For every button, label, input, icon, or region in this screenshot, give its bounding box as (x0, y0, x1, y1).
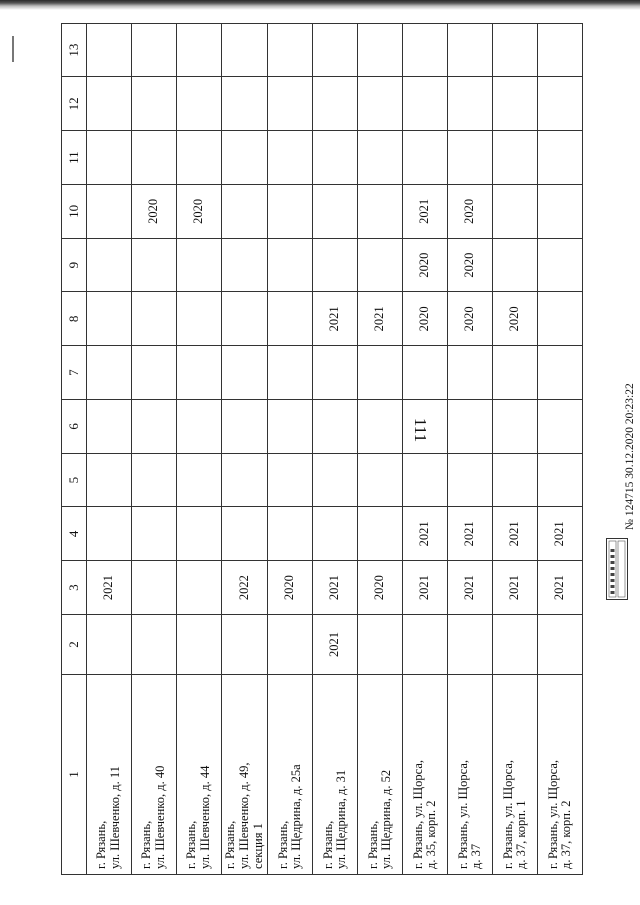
year-cell (268, 346, 313, 400)
address-line: ул. Шевченко, д. 49, (236, 762, 251, 869)
year-cell (268, 400, 313, 454)
year-cell (448, 453, 493, 507)
registration-line: № 124715 30.12.2020 20:23:22 (624, 383, 636, 530)
year-cell (177, 131, 222, 185)
column-header: 11 (62, 131, 87, 185)
address-line: д. 37 (469, 843, 484, 869)
year-cell (222, 400, 268, 454)
year-cell (493, 185, 538, 239)
year-cell (268, 23, 313, 77)
year-cell (132, 292, 177, 346)
table-row (448, 23, 493, 874)
year-cell: 2021 (538, 561, 583, 615)
year-cell (493, 131, 538, 185)
year-cell: 2021 (313, 561, 358, 615)
year-cell (358, 23, 403, 77)
year-cell (132, 77, 177, 131)
address-line: г. Рязань, ул. Щорса, (545, 760, 560, 869)
year-cell (358, 238, 403, 292)
year-cell (177, 615, 222, 675)
year-cell (87, 23, 132, 77)
year-cell (358, 77, 403, 131)
column-header: 12 (62, 77, 87, 131)
year-cell (268, 453, 313, 507)
year-cell (448, 400, 493, 454)
year-cell (538, 615, 583, 675)
rotated-table-container (61, 30, 574, 875)
year-cell (448, 615, 493, 675)
column-header: 2 (62, 615, 87, 675)
year-cell (268, 77, 313, 131)
column-header: 9 (62, 238, 87, 292)
address-line: ул. Шевченко, д. 40 (153, 765, 167, 869)
year-cell: 2021 (448, 507, 493, 561)
year-cell (177, 23, 222, 77)
year-cell: 2020 (403, 292, 448, 346)
year-cell (313, 131, 358, 185)
address-line: ул. Щедрина, д. 25а (289, 764, 304, 869)
year-cell (177, 400, 222, 454)
year-cell (403, 400, 448, 454)
year-cell (358, 453, 403, 507)
table-row (403, 23, 448, 874)
column-header: 10 (62, 185, 87, 239)
year-cell (493, 453, 538, 507)
year-cell: 2020 (493, 292, 538, 346)
year-cell (403, 131, 448, 185)
year-cell (222, 131, 268, 185)
data-table (61, 23, 583, 875)
year-cell (87, 292, 132, 346)
year-cell (268, 131, 313, 185)
column-header: 13 (62, 23, 87, 77)
address-line: д. 37, корп. 1 (514, 800, 529, 869)
table-row (313, 23, 358, 874)
year-cell (222, 185, 268, 239)
year-cell (313, 185, 358, 239)
table-row (222, 23, 268, 874)
year-cell: 2020 (132, 185, 177, 239)
year-cell (177, 346, 222, 400)
address-cell (538, 675, 583, 875)
year-cell (177, 77, 222, 131)
year-cell (87, 400, 132, 454)
page-number: 111 (411, 417, 430, 443)
address-line: ул. Шевченко, д. 44 (198, 765, 212, 869)
year-cell (358, 400, 403, 454)
column-header: 8 (62, 292, 87, 346)
year-cell (87, 453, 132, 507)
year-cell (403, 77, 448, 131)
year-cell (87, 615, 132, 675)
year-cell (358, 185, 403, 239)
address-cell (177, 675, 222, 875)
year-cell (222, 292, 268, 346)
year-cell (358, 131, 403, 185)
year-cell (358, 346, 403, 400)
address-line: ул. Щедрина, д. 52 (379, 769, 394, 869)
year-cell (313, 507, 358, 561)
year-cell (132, 615, 177, 675)
year-cell: 2020 (358, 561, 403, 615)
year-cell (268, 292, 313, 346)
address-cell (222, 675, 268, 875)
address-cell (268, 675, 313, 875)
year-cell (222, 77, 268, 131)
year-cell: 2021 (403, 507, 448, 561)
year-cell (132, 346, 177, 400)
year-cell: 2020 (448, 238, 493, 292)
year-cell (313, 453, 358, 507)
address-cell (313, 675, 358, 875)
year-cell (538, 185, 583, 239)
table-row (87, 23, 132, 874)
year-cell: 2021 (313, 615, 358, 675)
year-cell (132, 453, 177, 507)
year-cell: 2021 (448, 561, 493, 615)
year-cell (403, 615, 448, 675)
year-cell (132, 23, 177, 77)
table-row (268, 23, 313, 874)
year-cell (493, 238, 538, 292)
year-cell: 2020 (448, 185, 493, 239)
year-cell (358, 615, 403, 675)
year-cell: 2020 (177, 185, 222, 239)
year-cell: 2020 (403, 238, 448, 292)
year-cell (222, 346, 268, 400)
year-cell: 2021 (403, 561, 448, 615)
address-cell (132, 675, 177, 875)
year-cell: 2021 (313, 292, 358, 346)
address-line: д. 37, корп. 2 (559, 800, 574, 869)
year-cell: 2021 (538, 507, 583, 561)
year-cell (132, 238, 177, 292)
year-cell (448, 23, 493, 77)
year-cell (177, 292, 222, 346)
year-cell (313, 77, 358, 131)
table-body (87, 23, 583, 874)
year-cell (403, 346, 448, 400)
year-cell: 2021 (87, 561, 132, 615)
column-header: 3 (62, 561, 87, 615)
year-cell (538, 292, 583, 346)
year-cell (222, 238, 268, 292)
table-row (493, 23, 538, 874)
year-cell (313, 23, 358, 77)
year-cell (448, 131, 493, 185)
year-cell (177, 238, 222, 292)
year-cell (493, 346, 538, 400)
year-cell (268, 507, 313, 561)
year-cell (87, 77, 132, 131)
year-cell (538, 131, 583, 185)
year-cell: 2021 (493, 507, 538, 561)
address-cell (403, 675, 448, 875)
year-cell (493, 23, 538, 77)
year-cell: 2020 (448, 292, 493, 346)
column-header: 5 (62, 453, 87, 507)
address-line: г. Рязань, ул. Щорса, (455, 760, 470, 869)
address-cell (358, 675, 403, 875)
address-cell (87, 675, 132, 875)
year-cell (132, 400, 177, 454)
year-cell: 2021 (493, 561, 538, 615)
scan-margin-mark (12, 36, 14, 62)
address-cell (448, 675, 493, 875)
year-cell (358, 507, 403, 561)
address-cell (493, 675, 538, 875)
address-line: г. Рязань, (320, 820, 335, 869)
year-cell (268, 185, 313, 239)
year-cell (132, 561, 177, 615)
year-cell (538, 400, 583, 454)
address-line: ул. Шевченко, д. 11 (108, 766, 122, 869)
year-cell (493, 615, 538, 675)
year-cell (403, 23, 448, 77)
column-header: 4 (62, 507, 87, 561)
year-cell (177, 561, 222, 615)
registration-footer (592, 300, 640, 600)
year-cell: 2022 (222, 561, 268, 615)
address-line: г. Рязань, (184, 820, 199, 869)
address-line: г. Рязань, (365, 820, 380, 869)
year-cell (538, 238, 583, 292)
address-line: г. Рязань, (139, 820, 154, 869)
year-cell (448, 77, 493, 131)
address-line: г. Рязань, (223, 820, 237, 869)
year-cell (313, 346, 358, 400)
government-stamp-icon (606, 538, 628, 600)
year-cell (268, 615, 313, 675)
year-cell (268, 238, 313, 292)
table-row (358, 23, 403, 874)
year-cell (132, 131, 177, 185)
year-cell (177, 453, 222, 507)
year-cell (538, 453, 583, 507)
address-line: г. Рязань, (275, 820, 290, 869)
year-cell (222, 507, 268, 561)
table-row (132, 23, 177, 874)
year-cell (493, 400, 538, 454)
year-cell (538, 23, 583, 77)
year-cell (448, 346, 493, 400)
year-cell (313, 238, 358, 292)
header-row (62, 23, 87, 874)
year-cell (222, 23, 268, 77)
column-header: 7 (62, 346, 87, 400)
column-header: 6 (62, 400, 87, 454)
year-cell (87, 238, 132, 292)
year-cell (87, 507, 132, 561)
year-cell (87, 185, 132, 239)
address-line: г. Рязань, ул. Щорса, (410, 760, 425, 869)
year-cell (177, 507, 222, 561)
year-cell (403, 453, 448, 507)
address-line: ул. Щедрина, д. 31 (334, 769, 349, 869)
year-cell (538, 77, 583, 131)
year-cell (222, 615, 268, 675)
table-row (177, 23, 222, 874)
year-cell: 2021 (358, 292, 403, 346)
year-cell (313, 400, 358, 454)
address-line: секция 1 (250, 823, 265, 869)
year-cell (493, 77, 538, 131)
year-cell (222, 453, 268, 507)
year-cell (87, 346, 132, 400)
address-line: д. 35, корп. 2 (424, 800, 439, 869)
table-row (538, 23, 583, 874)
year-cell: 2020 (268, 561, 313, 615)
year-cell: 2021 (403, 185, 448, 239)
address-line: г. Рязань, (94, 820, 109, 869)
address-line: г. Рязань, ул. Щорса, (500, 760, 515, 869)
year-cell (132, 507, 177, 561)
column-header: 1 (62, 675, 87, 875)
year-cell (538, 346, 583, 400)
scan-top-edge (0, 0, 640, 10)
year-cell (87, 131, 132, 185)
